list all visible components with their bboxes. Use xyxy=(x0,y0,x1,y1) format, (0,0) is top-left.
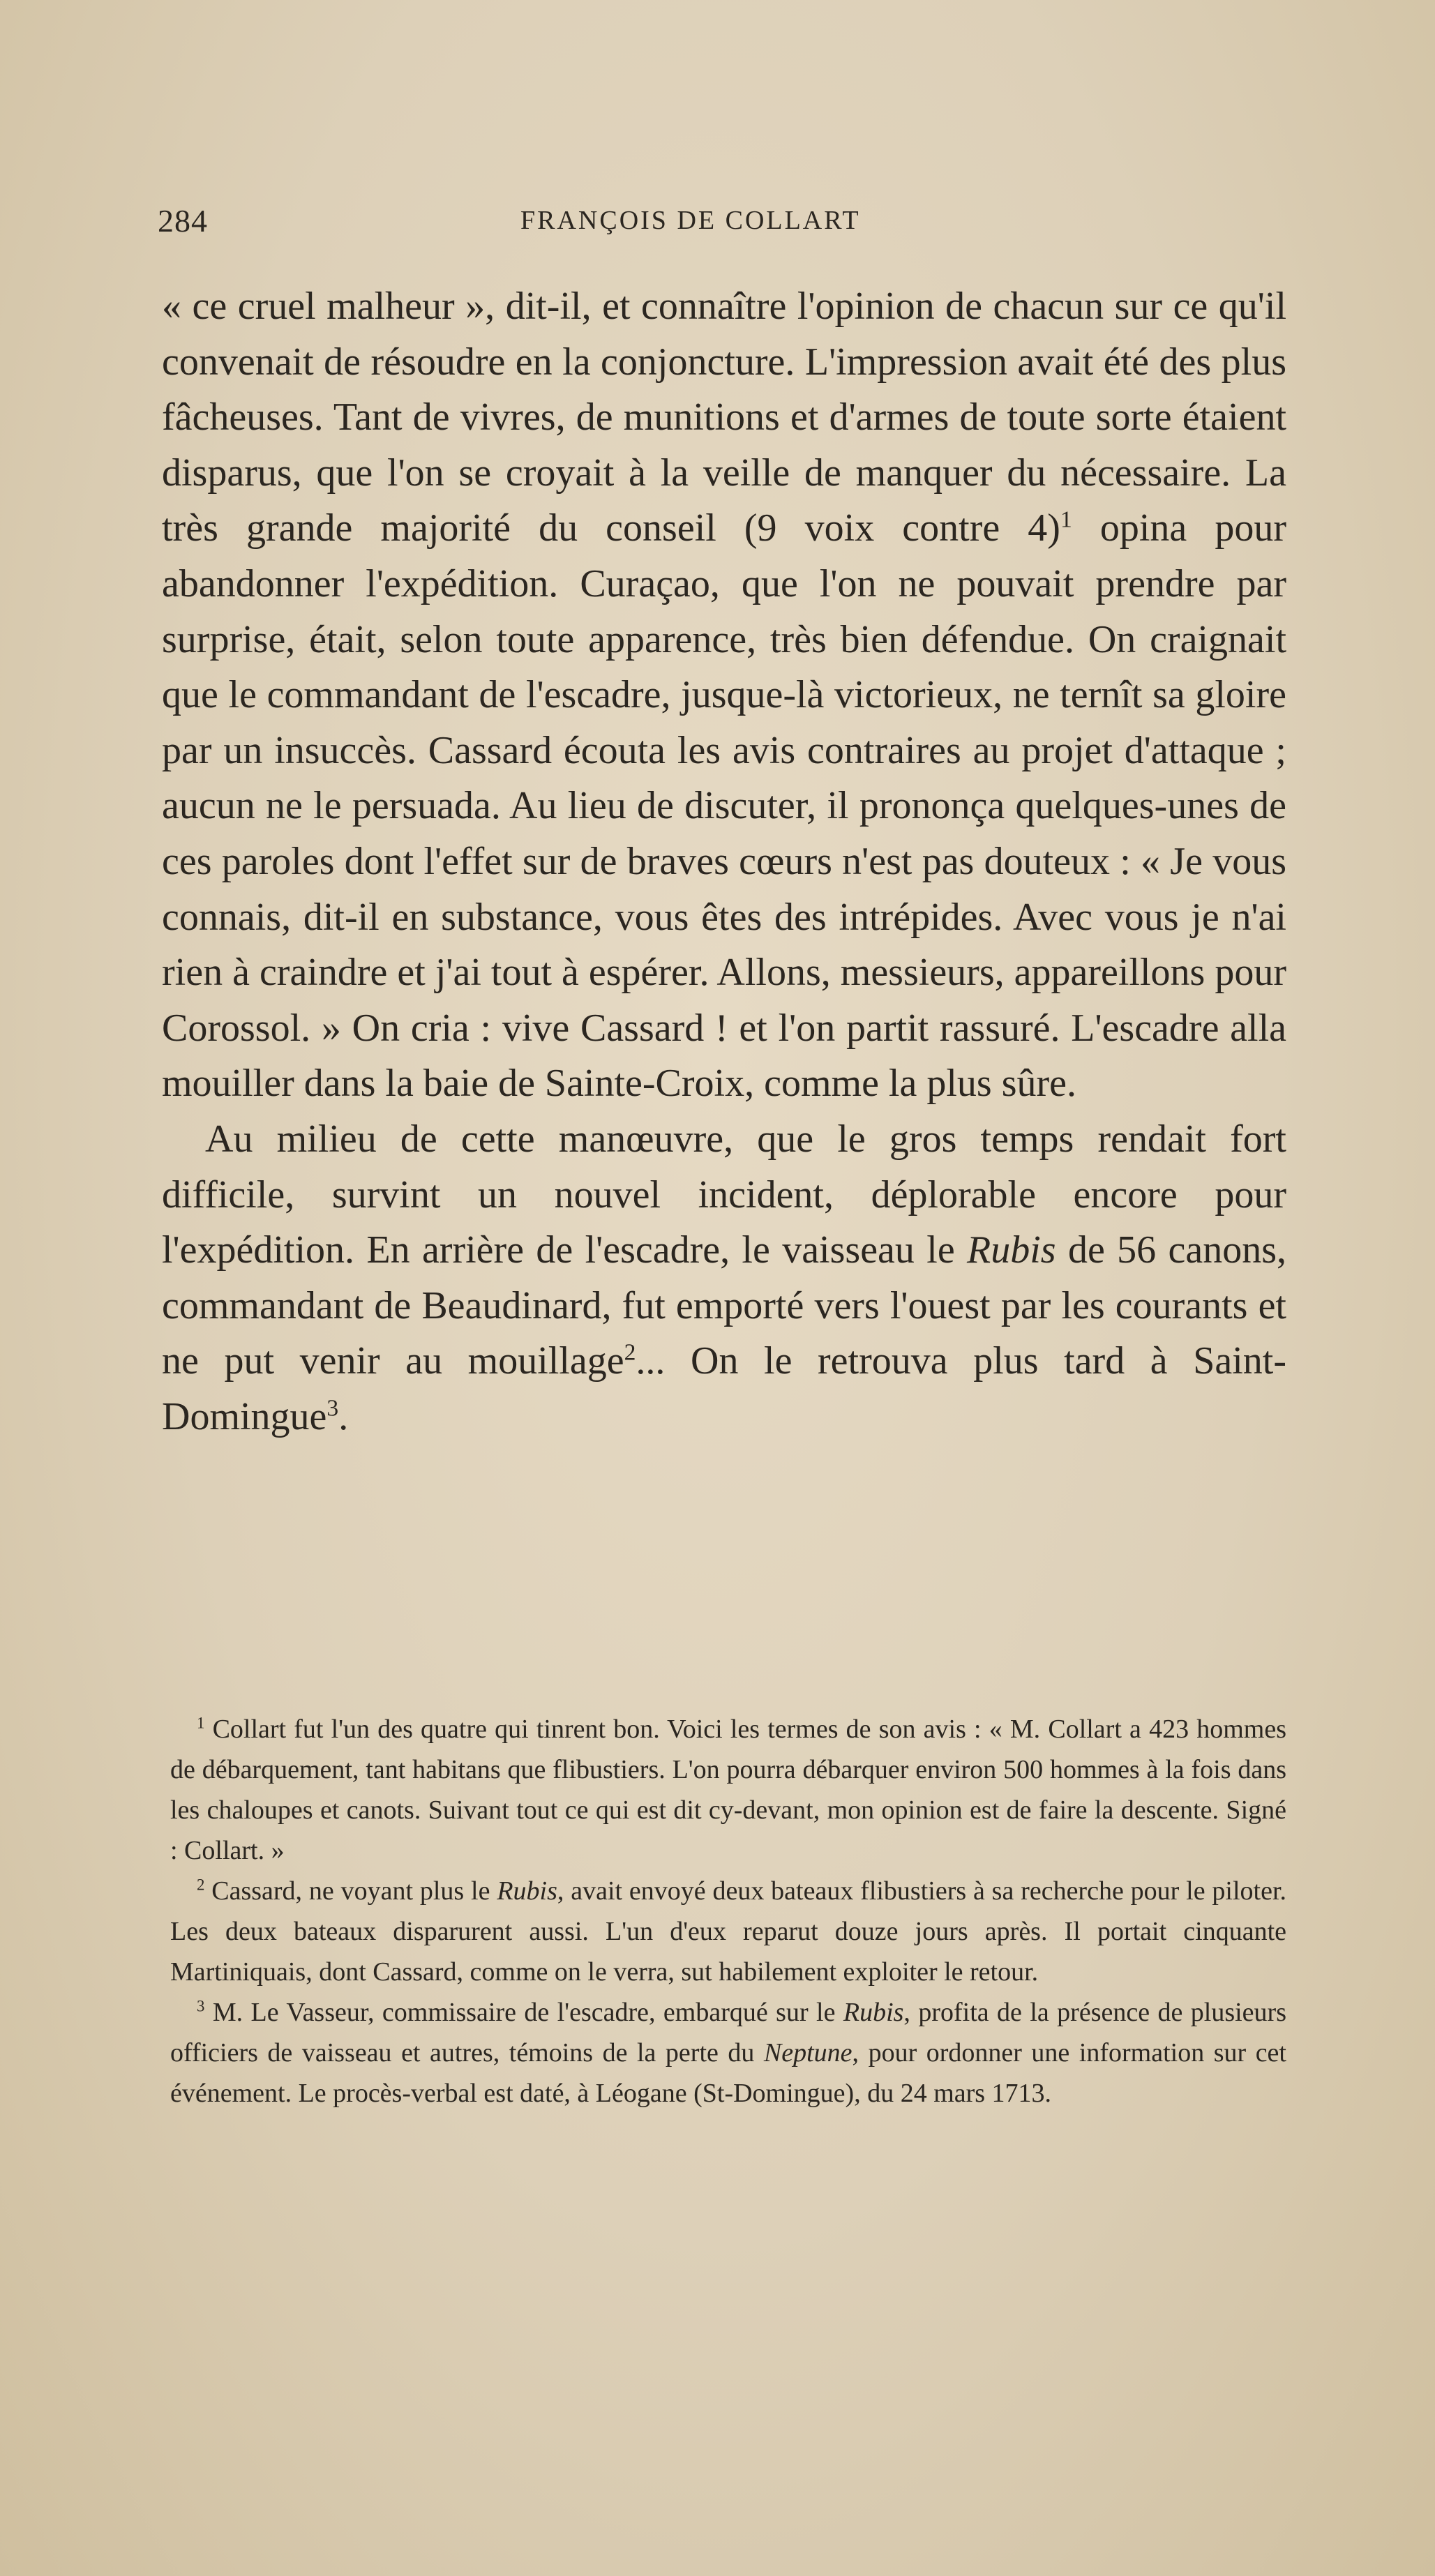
body-text xyxy=(162,279,1286,1445)
footnote-3-part-c: , pour ordonner une information sur cet événement. Le procès-verbal est daté, à Léogane (St-Domingue), du 24 mars 1713. xyxy=(170,2038,1286,2108)
paragraph-1-part-a: « ce cruel malheur », dit-il, et connaître l'opinion de chacun sur ce qu'il convenait de résoudre en la conjoncture. L'impression avait été des plus fâcheuses. Tant de vivres, de munitions et d'armes de toute sorte étaient disparus, que l'on se croyait à la veille de manquer du nécessaire. La très grande majorité du conseil (9 voix contre 4) xyxy=(162,285,1286,550)
ship-name-rubis: Rubis xyxy=(967,1228,1056,1272)
footnote-ref-2: 2 xyxy=(624,1339,636,1366)
paragraph-2-part-a: Au milieu de cette manœuvre, que le gros temps rendait fort difficile, survint un nouvel incident, déplorable encore pour l'expédition. En arrière de l'escadre, le vaisseau le xyxy=(162,1117,1286,1272)
paragraph-2-part-c: ... On le retrouva plus tard à Saint-Domingue xyxy=(162,1339,1286,1438)
paragraph-2-part-b: de 56 canons, commandant de Beaudinard, fut emporté vers l'ouest par les courants et ne put venir au mouillage xyxy=(162,1228,1287,1383)
footnote-2-mark: 2 xyxy=(197,1876,205,1894)
footnote-ref-3: 3 xyxy=(326,1395,339,1422)
running-head xyxy=(158,202,1267,244)
page-number: 284 xyxy=(158,203,208,239)
footnote-2-part-b: , avait envoyé deux bateaux flibustiers à sa recherche pour le piloter. Les deux bateaux disparurent aussi. L'un d'eux reparut douze jours après. Il portait cinquante Martiniquais, dont Cassard, comme on le verra, sut habilement exploiter le retour. xyxy=(170,1876,1287,1987)
footnote-1 xyxy=(170,1709,1286,1871)
footnote-ref-1: 1 xyxy=(1060,506,1072,533)
footnotes xyxy=(170,1709,1286,2114)
footnote-1-mark: 1 xyxy=(197,1714,205,1732)
running-title: FRANÇOIS DE COLLART xyxy=(520,206,861,235)
footnote-2 xyxy=(170,1871,1286,1992)
footnote-3-part-b: , profita de la présence de plusieurs officiers de vaisseau et autres, témoins de la perte du xyxy=(170,1998,1286,2067)
paragraph-2 xyxy=(162,1112,1286,1445)
footnote-1-text: Collart fut l'un des quatre qui tinrent bon. Voici les termes de son avis : « M. Collart a 423 hommes de débarquement, tant habitans que flibustiers. L'on pourra débarquer environ 500 hommes à la fois dans les chaloupes et canots. Suivant tout ce qui est dit cy-devant, mon opinion est de faire la descente. Signé : Collart. » xyxy=(170,1715,1286,1865)
paragraph-2-part-d: . xyxy=(338,1394,349,1438)
footnote-2-part-a: Cassard, ne voyant plus le xyxy=(204,1876,497,1906)
footnote-2-ship-name: Rubis xyxy=(497,1876,557,1906)
paragraph-1-part-b: opina pour abandonner l'expédition. Curaçao, que l'on ne pouvait prendre par surprise, était, selon toute apparence, très bien défendue. On craignait que le commandant de l'escadre, jusque-là victorieux, ne ternît sa gloire par un insuccès. Cassard écouta les avis contraires au projet d'attaque ; aucun ne le persuada. Au lieu de discuter, il prononça quelques-unes de ces paroles dont l'effet sur de braves cœurs n'est pas douteux : « Je vous connais, dit-il en substance, vous êtes des intrépides. Avec vous je n'ai rien à craindre et j'ai tout à espérer. Allons, messieurs, appareillons pour Corossol. » On cria : vive Cassard ! et l'on partit rassuré. L'escadre alla mouiller dans la baie de Sainte-Croix, comme la plus sûre. xyxy=(162,506,1286,1106)
footnote-3-ship-name-2: Neptune xyxy=(763,2038,852,2067)
paragraph-1 xyxy=(162,279,1286,1112)
footnote-3-ship-name: Rubis xyxy=(843,1998,904,2027)
footnote-3-part-a: M. Le Vasseur, commissaire de l'escadre, embarqué sur le xyxy=(204,1998,843,2027)
footnote-3-mark: 3 xyxy=(197,1997,205,2015)
footnote-3 xyxy=(170,1992,1286,2114)
